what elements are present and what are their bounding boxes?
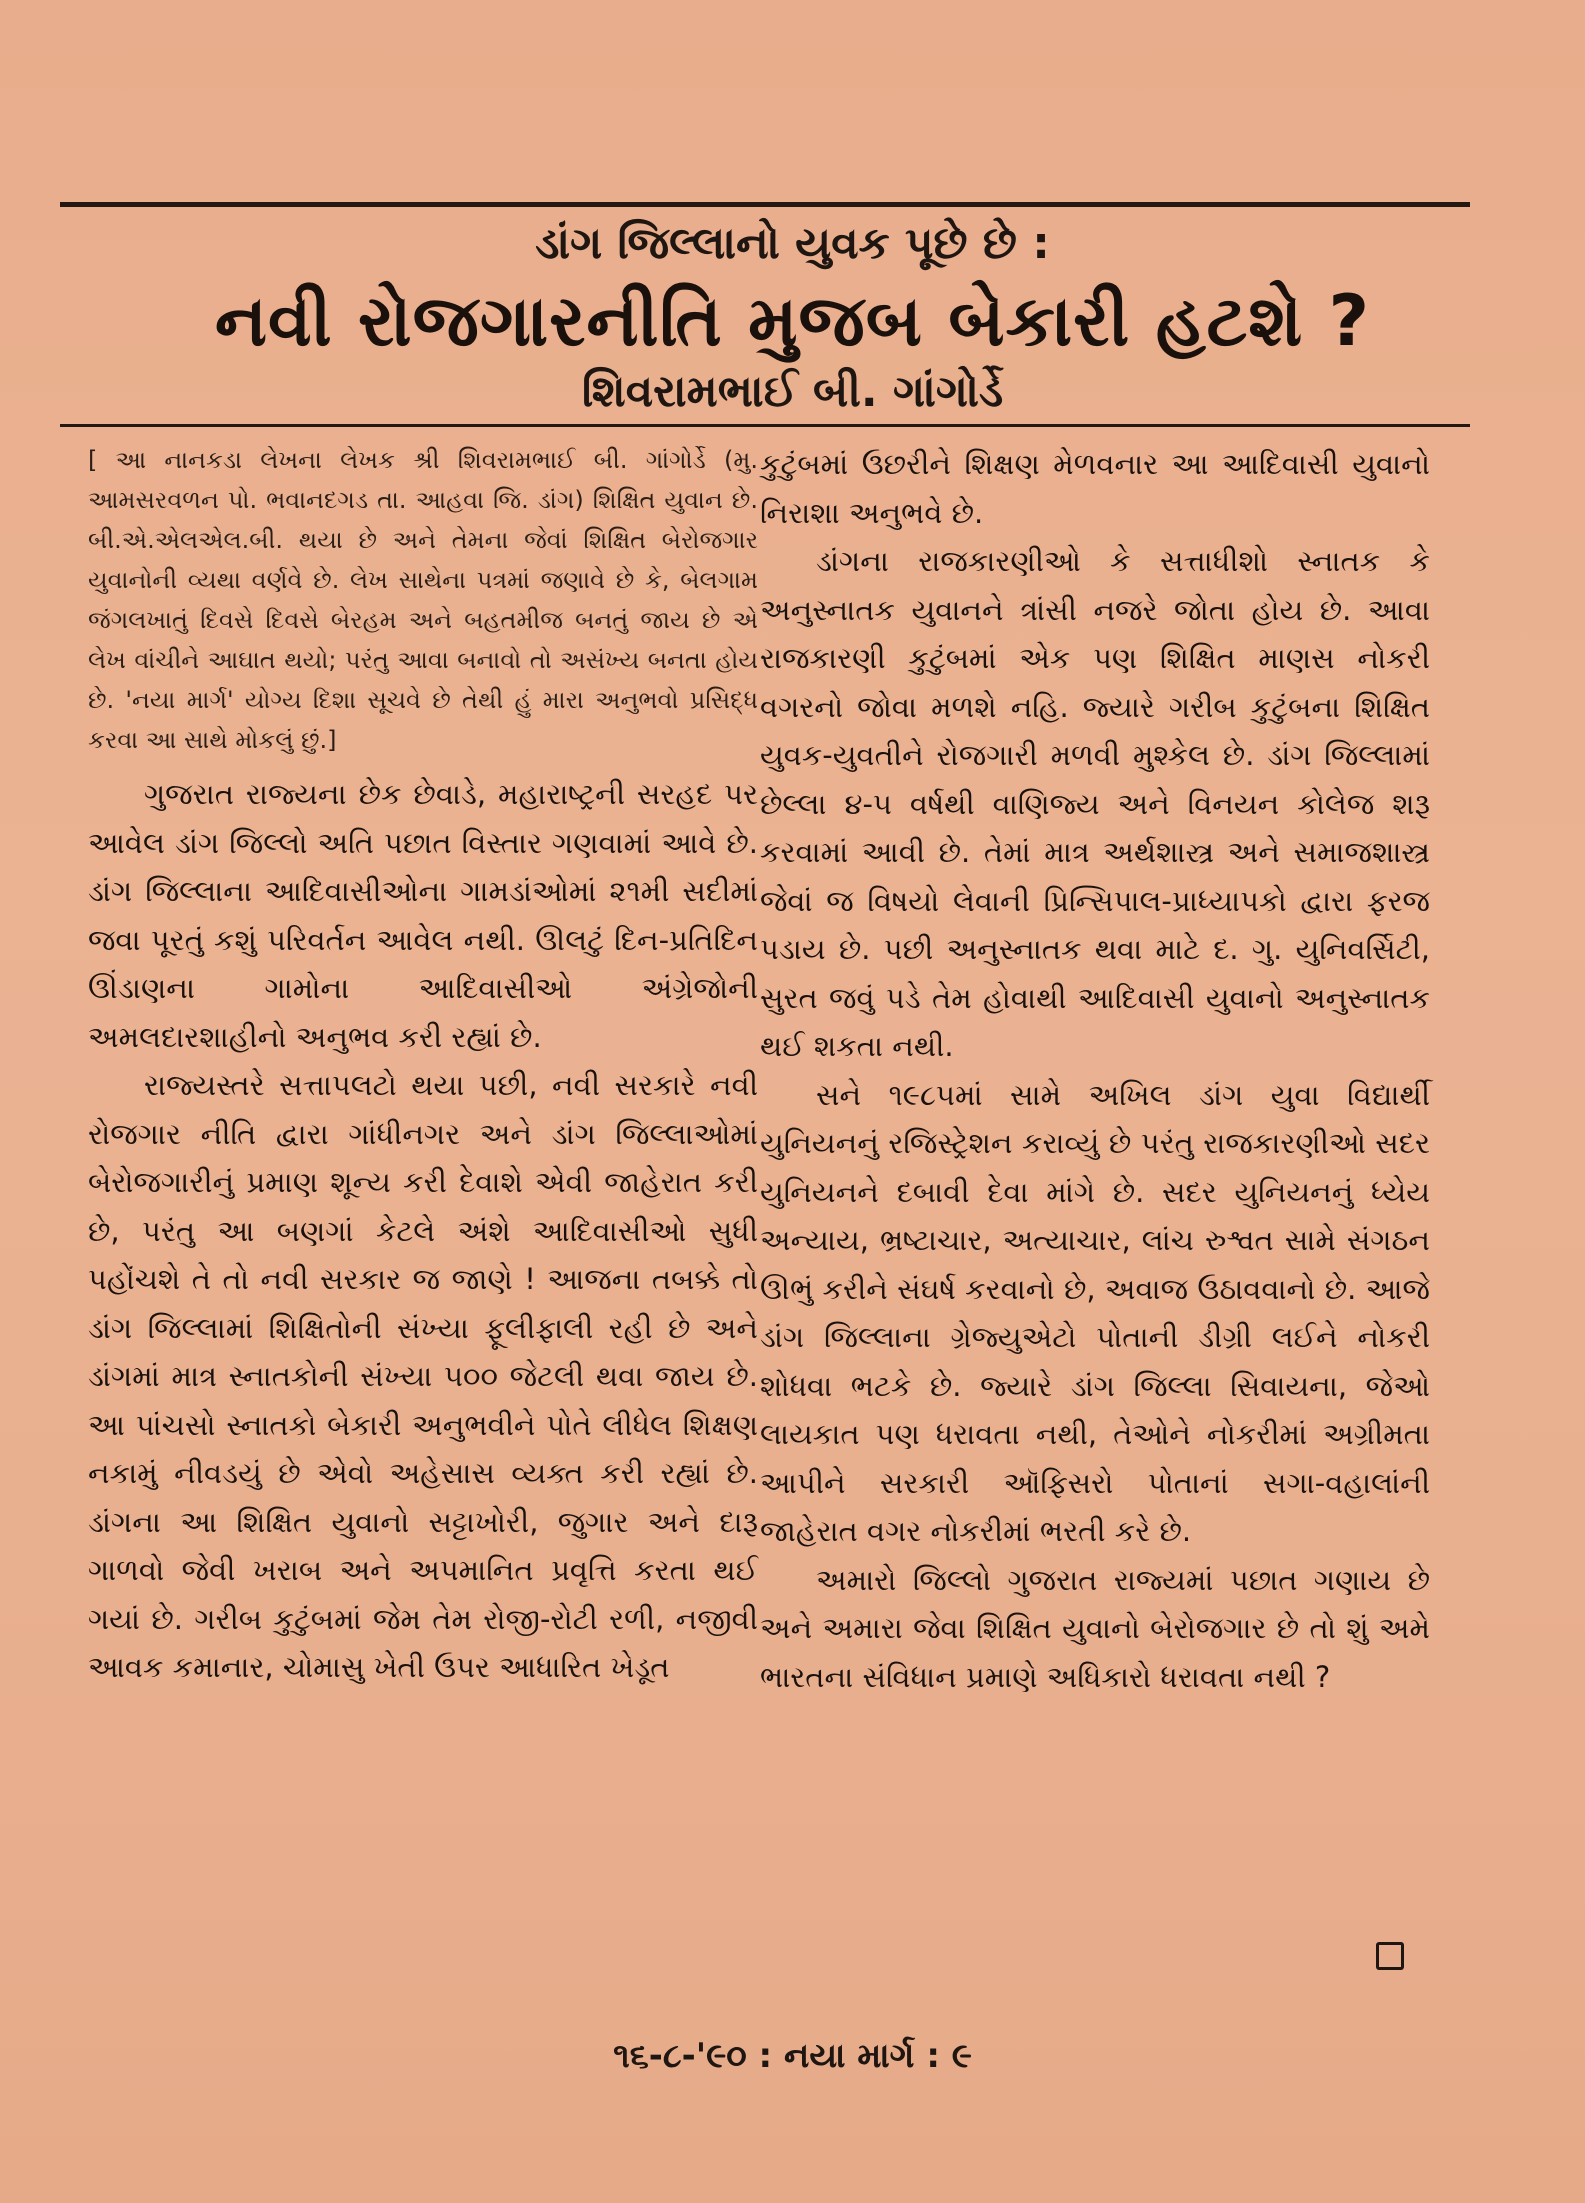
article-kicker: ડાંગ જિલ્લાનો યુવક પૂછે છે : [535,218,1050,269]
article-byline: શિવરામભાઈ બી. ગાંગોર્ડે [581,366,1004,417]
body-paragraph: રાજ્યસ્તરે સત્તાપલટો થયા પછી, નવી સરકારે નવી રોજગાર નીતિ દ્વારા ગાંધીનગર અને ડાંગ જિલ્લાઓમાં બેરોજગારીનું પ્રમાણ શૂન્ય કરી દેવાશે એવી જાહેરાત કરી છે, પરંતુ આ બણગાં કેટલે અંશે આદિવાસીઓ સુધી પહોંચશે તે તો નવી સરકાર જ જાણે ! આજના તબક્કે તો ડાંગ જિલ્લામાં શિક્ષિતોની સંખ્યા ફૂલીફાલી રહી છે અને ડાંગમાં માત્ર સ્નાતકોની સંખ્યા ૫૦૦ જેટલી થવા જાય છે. આ પાંચસો સ્નાતકો બેકારી અનુભવીને પોતે લીધેલ શિક્ષણ નકામું નીવડયું છે એવો અહેસાસ વ્યક્ત કરી રહ્યાં છે. ડાંગના આ શિક્ષિત યુવાનો સટ્ટાખોરી, જુગાર અને દારૂ ગાળવો જેવી ખરાબ અને અપમાનિત પ્રવૃત્તિ કરતા થઈ ગયાં છે. ગરીબ કુટુંબમાં જેમ તેમ રોજી-રોટી રળી, નજીવી આવક કમાનાર, ચોમાસુ ખેતી ઉપર આધારિત ખેડૂત [88,1068,758,1684]
body-paragraph: સને ૧૯૮૫માં સામે અખિલ ડાંગ યુવા વિદ્યાર્થી યુનિયનનું રજિસ્ટ્રેશન કરાવ્યું છે પરંતુ રાજકારણીઓ સદર યુનિયનને દબાવી દેવા માંગે છે. સદર યુનિયનનું ધ્યેય અન્યાય, ભ્રષ્ટાચાર, અત્યાચાર, લાંચ રુશ્વત સામે સંગઠન ઊભું કરીને સંઘર્ષ કરવાનો છે, અવાજ ઉઠાવવાનો છે. આજે ડાંગ જિલ્લાના ગ્રેજ્યુએટો પોતાની ડીગ્રી લઈને નોકરી શોધવા ભટકે છે. જ્યારે ડાંગ જિલ્લા સિવાયના, જેઓ લાયકાત પણ ધરાવતા નથી, તેઓને નોકરીમાં અગ્રીમતા આપીને સરકારી ઑફિસરો પોતાનાં સગા-વહાલાંની જાહેરાત વગર નોકરીમાં ભરતી કરે છે. [760,1077,1430,1548]
left-column [88,440,758,1692]
body-paragraph: ડાંગના રાજકારણીઓ કે સત્તાધીશો સ્નાતક કે અનુસ્નાતક યુવાનને ત્રાંસી નજરે જોતા હોય છે. આવા રાજકારણી કુટુંબમાં એક પણ શિક્ષિત માણસ નોકરી વગરનો જોવા મળશે નહિ. જ્યારે ગરીબ કુટુંબના શિક્ષિત યુવક-યુવતીને રોજગારી મળવી મુશ્કેલ છે. ડાંગ જિલ્લામાં છેલ્લા ૪-૫ વર્ષથી વાણિજ્ય અને વિનયન કોલેજ શરૂ કરવામાં આવી છે. તેમાં માત્ર અર્થશાસ્ત્ર અને સમાજશાસ્ત્ર જેવાં જ વિષયો લેવાની પ્રિન્સિપાલ-પ્રાધ્યાપકો દ્વારા ફરજ પડાય છે. પછી અનુસ્નાતક થવા માટે દ. ગુ. યુનિવર્સિટી, સુરત જવું પડે તેમ હોવાથી આદિવાસી યુવાનો અનુસ્નાતક થઈ શકતા નથી. [760,544,1430,1063]
end-mark-icon [1376,1942,1404,1970]
article-headline: નવી રોજગારનીતિ મુજબ બેકારી હટશે ? [214,280,1371,362]
intro-note: [ આ નાનકડા લેખના લેખક શ્રી શિવરામભાઈ બી. ગાંગોર્ડે (મુ. આમસરવળન પો. ભવાનદગડ તા. આહવા જિ. ડાંગ) શિક્ષિત યુવાન છે. બી.એ.એલએલ.બી. થયા છે અને તેમના જેવાં શિક્ષિત બેરોજગાર યુવાનોની વ્યથા વર્ણવે છે. લેખ સાથેના પત્રમાં જણાવે છે કે, બેલગામ જંગલખાતું દિવસે દિવસે બેરહમ અને બહતમીજ બનતું જાય છે એ લેખ વાંચીને આઘાત થયો; પરંતુ આવા બનાવો તો અસંખ્ય બનતા હોય છે. 'નયા માર્ગ' યોગ્ય દિશા સૂચવે છે તેથી હું મારા અનુભવો પ્રસિદ્ધ કરવા આ સાથે મોકલું છું.] [88,446,758,754]
body-paragraph: અમારો જિલ્લો ગુજરાત રાજ્યમાં પછાત ગણાય છે અને અમારા જેવા શિક્ષિત યુવાનો બેરોજગાર છે તો શું અમે ભારતના સંવિધાન પ્રમાણે અધિકારો ધરાવતા નથી ? [760,1562,1430,1694]
page-footer: ૧૬-૮-'૯૦ : નયા માર્ગ : ૯ [613,2036,972,2076]
title-rule [60,424,1470,427]
body-paragraph: ગુજરાત રાજ્યના છેક છેવાડે, મહારાષ્ટ્રની સરહદ પર આવેલ ડાંગ જિલ્લો અતિ પછાત વિસ્તાર ગણવામાં આવે છે. ડાંગ જિલ્લાના આદિવાસીઓના ગામડાંઓમાં ૨૧મી સદીમાં જવા પૂરતું કશું પરિવર્તન આવેલ નથી. ઊલટું દિન-પ્રતિદિન ઊંડાણના ગામોના આદિવાસીઓ અંગ્રેજોની અમલદારશાહીનો અનુભવ કરી રહ્યાં છે. [88,777,758,1054]
top-rule [60,202,1470,207]
right-column [760,440,1430,1701]
body-paragraph: કુટુંબમાં ઉછરીને શિક્ષણ મેળવનાર આ આદિવાસી યુવાનો નિરાશા અનુભવે છે. [760,447,1430,530]
